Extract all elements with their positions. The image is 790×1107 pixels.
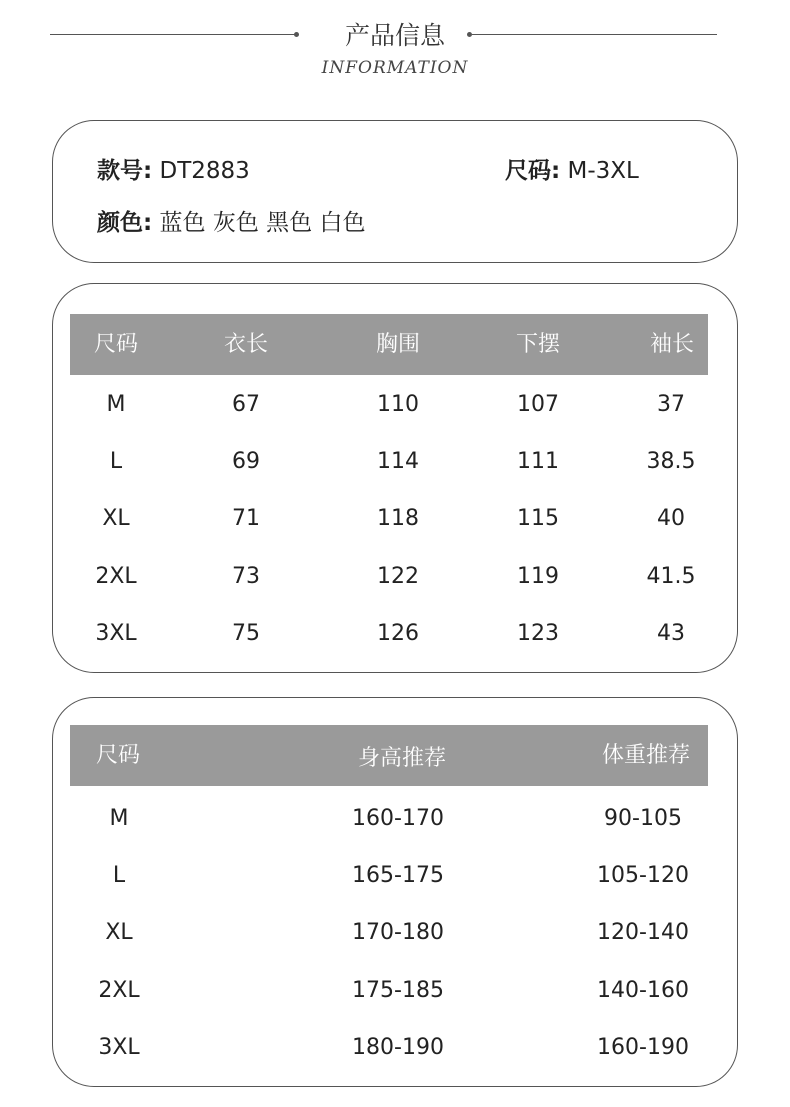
measurement-table-cell: 111 [517, 449, 559, 475]
recommendation-table-header [70, 725, 708, 786]
page-subtitle: INFORMATION [321, 58, 469, 78]
recommendation-table-cell: L [112, 863, 126, 889]
measurement-table-cell: 2XL [95, 563, 137, 589]
colors-value: 蓝色 灰色 黑色 白色 [159, 210, 366, 236]
measurement-table-cell: 115 [517, 506, 559, 532]
measurement-table-cell: 73 [232, 563, 260, 589]
measurement-table-cell: 40 [657, 506, 685, 532]
recommendation-table-cell: 90-105 [604, 806, 682, 831]
measurement-header-sleeve: 袖长 [649, 332, 694, 357]
measurement-table-cell: 71 [232, 506, 260, 532]
measurement-header-size: 尺码 [93, 332, 138, 357]
recommendation-table-cell: 165-175 [352, 863, 444, 889]
measurement-table-cell: 119 [517, 563, 559, 589]
measurement-header-chest: 胸围 [375, 332, 420, 357]
measurement-table-cell: 114 [377, 449, 419, 475]
recommendation-table-cell: 170-180 [352, 920, 444, 946]
recommendation-table-cell: 180-190 [352, 1034, 444, 1060]
style-number [97, 152, 250, 185]
measurement-table-cell: XL [102, 506, 130, 532]
size-range [505, 152, 639, 185]
recommendation-table-cell: M [109, 806, 129, 831]
measurement-table-cell: 69 [232, 449, 260, 475]
measurement-table-cell: 123 [517, 620, 559, 646]
measurement-table-cell: 107 [517, 392, 559, 417]
measurement-table-cell: 43 [657, 620, 685, 646]
measurement-table-cell: 3XL [95, 620, 137, 646]
size-range-value: M-3XL [567, 158, 639, 184]
style-number-value: DT2883 [159, 158, 250, 184]
recommendation-table-cell: XL [105, 920, 133, 946]
measurement-table-cell: L [109, 449, 123, 475]
measurement-table-header [70, 314, 708, 375]
recommendation-table-cell: 140-160 [597, 977, 689, 1003]
measurement-table-cell: 67 [232, 392, 260, 417]
measurement-header-hem: 下摆 [515, 332, 560, 357]
measurement-table-cell: M [106, 392, 126, 417]
recommendation-table-cell: 120-140 [597, 920, 689, 946]
recommendation-table-cell: 175-185 [352, 977, 444, 1003]
measurement-table-cell: 75 [232, 620, 260, 646]
size-range-label: 尺码: [505, 158, 561, 184]
recommendation-table-cell: 105-120 [597, 863, 689, 889]
recommendation-header-size: 尺码 [95, 743, 140, 768]
measurement-table-cell: 38.5 [646, 449, 696, 475]
measurement-table-cell: 41.5 [646, 563, 696, 589]
colors [97, 204, 365, 237]
page-title: 产品信息 [344, 21, 445, 50]
product-info-card [52, 120, 738, 263]
measurement-table-cell: 122 [377, 563, 419, 589]
recommendation-header-weight: 体重推荐 [601, 743, 690, 768]
recommendation-table-cell: 3XL [98, 1034, 140, 1060]
recommendation-header-height: 身高推荐 [357, 746, 446, 771]
recommendation-table-cell: 160-170 [352, 806, 444, 831]
recommendation-table-cell: 160-190 [597, 1034, 689, 1060]
measurement-table-cell: 118 [377, 506, 419, 532]
measurement-table-cell: 37 [657, 392, 685, 417]
recommendation-table-cell: 2XL [98, 977, 140, 1003]
measurement-header-length: 衣长 [223, 332, 268, 357]
colors-label: 颜色: [97, 210, 153, 236]
measurement-table-cell: 110 [377, 392, 419, 417]
measurement-table-cell: 126 [377, 620, 419, 646]
style-number-label: 款号: [97, 158, 153, 184]
